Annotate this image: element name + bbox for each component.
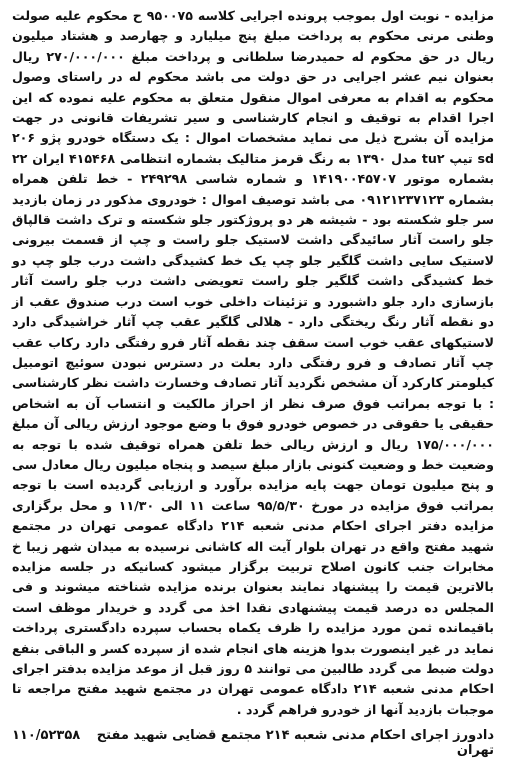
notice-body-text: مزایده - نوبت اول بموجب پرونده اجرایی کلاسه ۹۵۰۰۷۵ ح محکوم علیه صولت وطنی مرنی محکوم به پرداخت مبلغ پنج میلیارد و چهارصد و هشتاد میلیون ریال در حق محکوم له حمیدرضا سلطانی و پرداخت مبلغ ۲۷۰/۰۰۰/۰۰۰ ریال بعنوان نیم عشر اجرایی در حق دولت می باشد محکوم له در راستای وصول محکوم به اقدام به معرفی اموال منقول متعلق به محکوم علیه نموده که این اجرا اقدام به توقیف و انجام کارشناسی و سیر تشریفات قانونی در جهت مزایده آن بشرح ذیل می نماید مشخصات اموال : یک دستگاه خودرو پژو ۲۰۶ sd تیپ tu۲ مدل ۱۳۹۰ به رنگ قرمز متالیک بشماره انتظامی ۴۱۵۴۶۸ ایران ۲۲ بشماره موتور ۱۴۱۹۰۰۴۵۷۰۷ و شماره شاسی ۲۴۹۲۹۸ - خط تلفن همراه بشماره ۰۹۱۲۱۲۳۷۱۲۳ می باشد توصیف اموال : خودروی مذکور در زمان بازدید سر جلو شکسته بود - شیشه هر دو پروژکتور جلو شکسته و ترک داشت قالپاق جلو راست آثار سائیدگی داشت لاستیک جلو راست و چپ از قسمت بیرونی لاستیک سایی داشت گلگیر جلو چپ یک خط کشیدگی داشت درب جلو چپ دو خط کشیدگی داشت گلگیر جلو راست تعویضی داشت درب جلو راست آثار بازسازی دارد جلو داشبورد و تزئینات داخلی خوب است درب صندوق عقب از دو نقطه آثار رنگ ریختگی دارد - هلالی گلگیر عقب چپ آثار خراشیدگی دارد لاستیکهای عقب خوب است سقف چند نقطه آثار فرو رفتگی دارد رکاب عقب چپ آثار تصادف و فرو رفتگی دارد بعلت در دسترس نبودن سوئیچ اتومبیل کیلومتر کارکرد آن مشخص نگردید آثار تصادف وخسارت داشت نظر کارشناسی : با توجه بمراتب فوق صرف نظر از احراز مالکیت و انتساب آن به اشخاص حقیقی یا حقوقی در خصوص خودرو فوق با وضع موجود ارزش ریالی آن مبلغ ۱۷۵/۰۰۰/۰۰۰ ریال و ارزش ریالی خط تلفن همراه توقیف شده با توجه به وضعیت خط و وضعیت کنونی بازار مبلغ سیصد و پنجاه میلیون ریال معادل سی و پنج میلیون تومان جهت پایه مزایده برآورد و ارزیابی گردیده است با توجه بمراتب فوق مزایده در مورخ ۹۵/۵/۳۰ ساعت ۱۱ الی ۱۱/۳۰ و محل برگزاری مزایده دفتر اجرای احکام مدنی شعبه ۲۱۴ دادگاه عمومی تهران در مجتمع شهید مفتح واقع در تهران بلوار آیت اله کاشانی نرسیده به میدان شهر زیبا خ مخابرات جنب کانون اصلاح تربیت برگزار میشود کسانیکه در جلسه مزایده بالاترین قیمت را پیشنهاد نمایند بعنوان برنده مزایده شناخته میشوند و فی المجلس ده درصد قیمت پیشنهادی نقدا اخذ می گردد و خریدار موظف است باقیمانده ثمن مورد مزایده را ظرف یکماه بحساب سپرده دادگستری پرداخت نماید در غیر اینصورت بدوا هزینه های انجام شده از سپرده کسر و الباقی بنفع دولت ضبط می گردد طالبین می توانند ۵ روز قبل از موعد مزایده بدفتر اجرای احکام مدنی شعبه ۲۱۴ دادگاه عمومی تهران در مجتمع شهید مفتح مراجعه تا موجبات بازدید آنها از خودرو فراهم گردد .	[12, 8, 495, 717]
notice-signature: دادورز اجرای احکام مدنی شعبه ۲۱۴ مجتمع قضایی شهید مفتح تهران	[96, 728, 494, 758]
notice-footer	[12, 728, 494, 758]
notice-reference-number: ۱۱۰/۵۲۳۵۸	[12, 728, 81, 743]
